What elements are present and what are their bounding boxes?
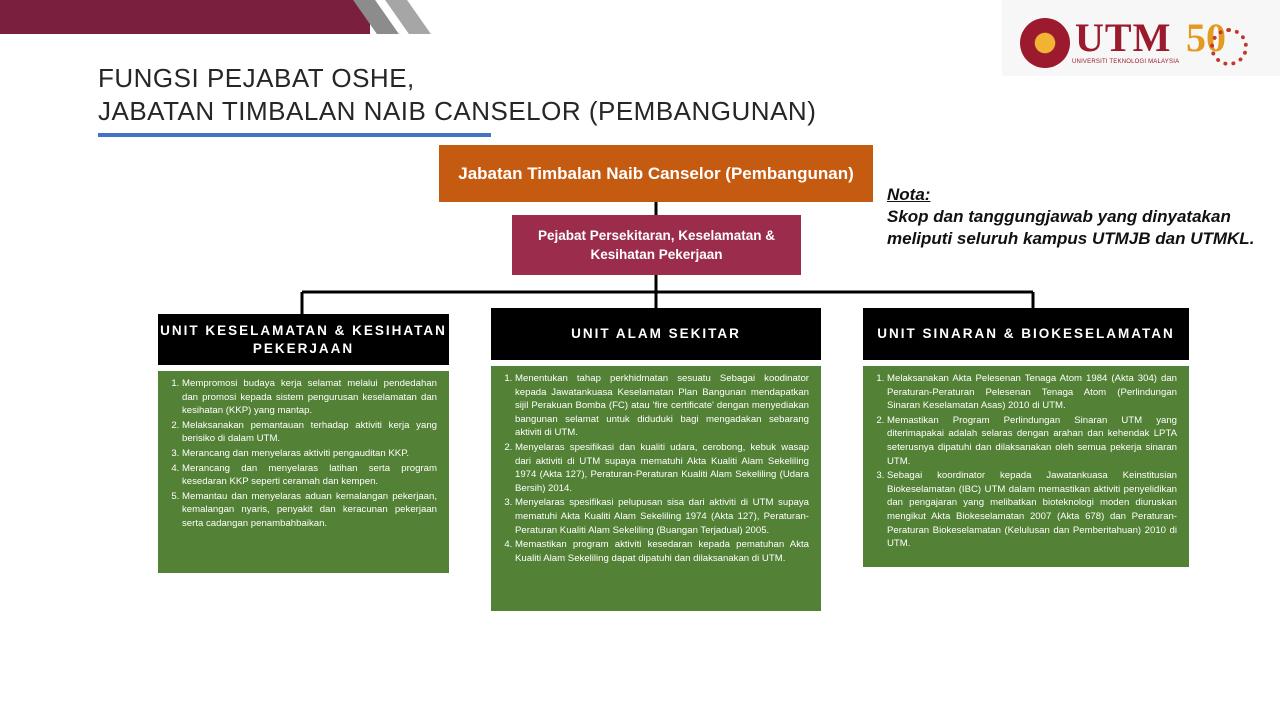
list-item: 2. Melaksanakan pemantauan terhadap aktiviti kerja yang berisiko di dalam UTM. — [182, 419, 437, 446]
unit-environment-title: UNIT ALAM SEKITAR — [491, 308, 821, 360]
utm-logo-text: UTM — [1075, 15, 1172, 60]
unit-ohs-functions — [158, 371, 449, 573]
department-box: Jabatan Timbalan Naib Canselor (Pembangunan) — [439, 145, 873, 202]
list-item: 2. Memastikan Program Perlindungan Sinaran UTM yang diterimapakai adalah selaras dengan arahan dan kehendak LPTA seterusnya dipatuhi dan dilaksanakan oleh semua pekerja sinaran UTM. — [887, 414, 1177, 468]
list-item: 1. Menentukan tahap perkhidmatan sesuatu Sebagai koodinator kepada Jawatankuasa Keselamatan Plan Bangunan mendapatkan sijil Perakuan Bomba (FC) atau 'fire certificate' dengan menyediakan bangunan selamat untuk diduduki bagi mengadakan sebarang aktiviti di UTM. — [515, 372, 809, 440]
unit-radiation-title: UNIT SINARAN & BIOKESELAMATAN — [863, 308, 1189, 360]
list-item: 5. Memantau dan menyelaras aduan kemalangan pekerjaan, kemalangan nyaris, penyakit dan keracunan pekerjaan serta cadangan penambahbaikan. — [182, 490, 437, 531]
list-item: 4. Memastikan program aktiviti kesedaran kepada pematuhan Akta Kualiti Alam Sekeliling dapat dipatuhi dan dilaksanakan di UTM. — [515, 538, 809, 565]
list-item: 2. Menyelaras spesifikasi dan kualiti udara, cerobong, kebuk wasap dari aktiviti di UTM supaya mematuhi Akta Kualiti Alam Sekeliling 1974 (Akta 127), Peraturan-Peraturan Kualiti Alam Sekeliling (Udara Bersih) 2014. — [515, 441, 809, 495]
title-line-1: FUNGSI PEJABAT OSHE, — [98, 63, 415, 93]
note-line-2: meliputi seluruh kampus UTMJB dan UTMKL. — [887, 229, 1255, 248]
anniversary-logo: 50 — [1186, 15, 1226, 60]
list-item: 4. Merancang dan menyelaras latihan serta program kesedaran KKP seperti ceramah dan kempen. — [182, 462, 437, 489]
unit-radiation-functions — [863, 366, 1189, 567]
list-item: 3. Merancang dan menyelaras aktiviti pengauditan KKP. — [182, 447, 437, 461]
scope-note — [887, 184, 1254, 250]
list-item: 3. Sebagai koordinator kepada Jawatankuasa Keinstitusian Biokeselamatan (IBC) UTM dalam memastikan aktiviti penyelidikan dan pengajaran yang melibatkan bioteknologi moden diuruskan mengikut Akta Biokeselamatan 2007 (Akta 678) dan Peraturan-Peraturan Biokeselamatan (Kelulusan dan Pemberitahuan) 2010 di UTM. — [887, 469, 1177, 551]
note-line-1: Skop dan tanggungjawab yang dinyatakan — [887, 207, 1231, 226]
note-title: Nota: — [887, 185, 931, 204]
unit-ohs-title: UNIT KESELAMATAN & KESIHATAN PEKERJAAN — [158, 314, 449, 365]
list-item: 1. Mempromosi budaya kerja selamat melalui pendedahan dan promosi kepada sistem pengurusan keselamatan dan kesihatan (KKP) yang mantap. — [182, 377, 437, 418]
list-item: 3. Menyelaras spesifikasi pelupusan sisa dari aktiviti di UTM supaya mematuhi Akta Kualiti Alam Sekeliling 1974 (Akta 127), Peraturan-Peraturan Kualiti Alam Sekeliling (Buangan Terjadual) 2005. — [515, 496, 809, 537]
utm-logo-subtitle: UNIVERSITI TEKNOLOGI MALAYSIA — [1072, 59, 1180, 65]
office-box: Pejabat Persekitaran, Keselamatan & Kesihatan Pekerjaan — [512, 215, 801, 275]
title-line-2: JABATAN TIMBALAN NAIB CANSELOR (PEMBANGUNAN) — [98, 96, 817, 126]
unit-environment-functions — [491, 366, 821, 611]
list-item: 1. Melaksanakan Akta Pelesenan Tenaga Atom 1984 (Akta 304) dan Peraturan-Peraturan Pelesenan Tenaga Atom (Perlindungan Sinaran Keselamatan Asas) 2010 di UTM. — [887, 372, 1177, 413]
